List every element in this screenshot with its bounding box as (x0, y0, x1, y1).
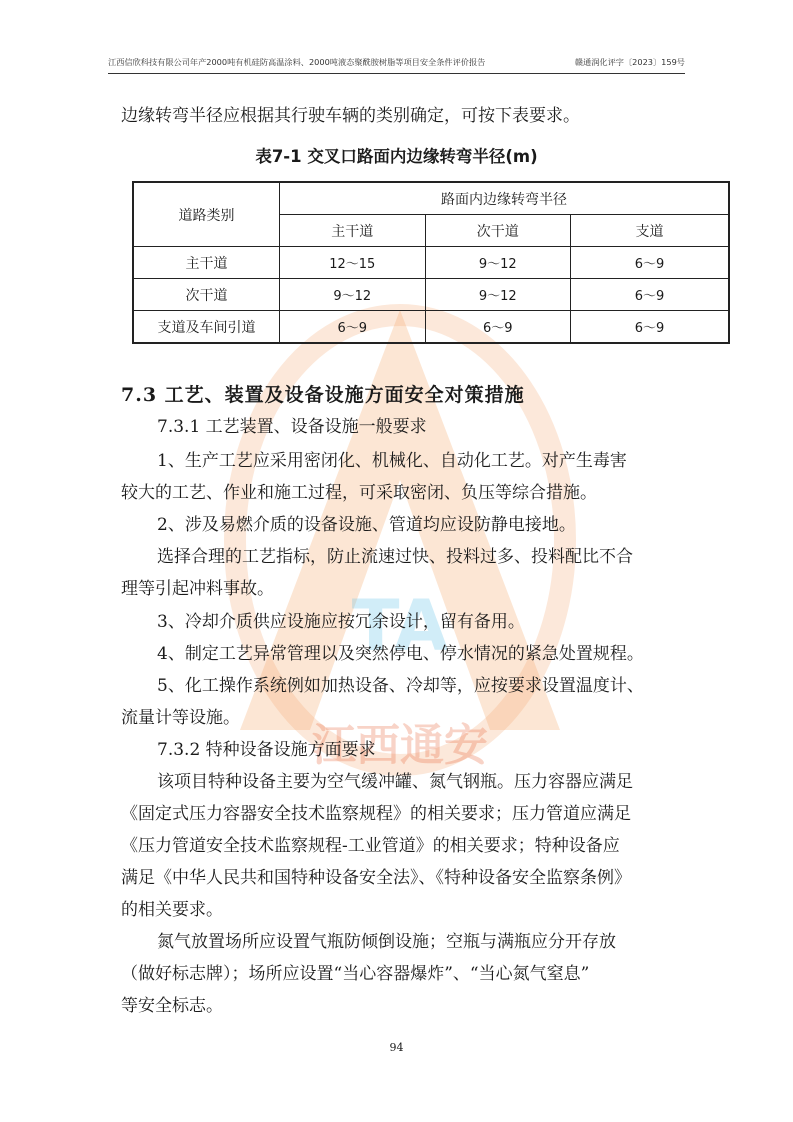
table-cell: 6～9 (425, 311, 571, 344)
table-cell: 6～9 (571, 247, 729, 279)
body-line: 流量计等设施。 (121, 708, 240, 728)
table-row (133, 279, 729, 311)
body-line: 氮气放置场所应设置气瓶防倾倒设施；空瓶与满瓶应分开存放 (157, 932, 616, 952)
table-cell: 6～9 (571, 279, 729, 311)
radius-table (132, 181, 730, 344)
watermark-mark: TA (351, 585, 449, 667)
table-cell: 6～9 (280, 311, 426, 344)
watermark-name: 江西通安 (312, 720, 488, 771)
body-line: 1、生产工艺应采用密闭化、机械化、自动化工艺。对产生毒害 (157, 451, 627, 471)
column-header: 次干道 (425, 215, 571, 247)
column-header: 支道 (571, 215, 729, 247)
page-number: 94 (389, 1041, 404, 1054)
body-line: 等安全标志。 (121, 996, 223, 1016)
body-line: 《固定式压力容器安全技术监察规程》的相关要求；压力管道应满足 (121, 804, 631, 824)
row-label: 支道及车间引道 (133, 311, 280, 344)
subsection-heading: 7.3.2 特种设备设施方面要求 (157, 740, 376, 760)
header-report-title: 江西信欣科技有限公司年产2000吨有机硅防高温涂料、2000吨液态聚酰胺树脂等项目安全条件评价报告 (108, 57, 486, 67)
body-line: 选择合理的工艺指标，防止流速过快、投料过多、投料配比不合 (157, 547, 633, 567)
body-line: 2、涉及易燃介质的设备设施、管道均应设防静电接地。 (157, 515, 576, 535)
table-cell: 12～15 (280, 247, 426, 279)
table-cell: 9～12 (425, 279, 571, 311)
body-line: 《压力管道安全技术监察规程-工业管道》的相关要求；特种设备应 (121, 836, 620, 856)
body-line: 较大的工艺、作业和施工过程，可采取密闭、负压等综合措施。 (121, 483, 597, 503)
subsection-heading: 7.3.1 工艺装置、设备设施一般要求 (157, 417, 427, 437)
table-row (133, 247, 729, 279)
body-line: 的相关要求。 (121, 900, 223, 920)
intro-paragraph: 边缘转弯半径应根据其行驶车辆的类别确定，可按下表要求。 (121, 106, 580, 126)
body-line: 4、制定工艺异常管理以及突然停电、停水情况的紧急处置规程。 (157, 644, 644, 664)
row-label: 主干道 (133, 247, 280, 279)
header-report-number: 赣通润化评字〔2023〕159号 (574, 57, 685, 67)
body-line: 理等引起冲料事故。 (121, 579, 274, 599)
table-row-header: 道路类别 (133, 182, 280, 247)
section-heading: 7.3 工艺、装置及设备设施方面安全对策措施 (121, 384, 525, 406)
column-header: 主干道 (280, 215, 426, 247)
header-rule (108, 73, 685, 74)
body-line: 满足《中华人民共和国特种设备安全法》、《特种设备安全监察条例》 (121, 868, 631, 888)
table-title: 表7-1 交叉口路面内边缘转弯半径(m) (255, 147, 538, 166)
table-group-header: 路面内边缘转弯半径 (280, 182, 730, 215)
table-header-row (133, 182, 729, 215)
body-line: 该项目特种设备主要为空气缓冲罐、氮气钢瓶。压力容器应满足 (157, 772, 633, 792)
table-cell: 6～9 (571, 311, 729, 344)
row-label: 次干道 (133, 279, 280, 311)
table-cell: 9～12 (425, 247, 571, 279)
page-header (108, 57, 685, 71)
table-row (133, 311, 729, 344)
table-cell: 9～12 (280, 279, 426, 311)
body-line: （做好标志牌）；场所应设置“当心容器爆炸”、“当心氮气窒息” (121, 964, 590, 984)
body-line: 5、化工操作系统例如加热设备、冷却等，应按要求设置温度计、 (157, 676, 644, 696)
body-line: 3、冷却介质供应设施应按冗余设计，留有备用。 (157, 612, 525, 632)
